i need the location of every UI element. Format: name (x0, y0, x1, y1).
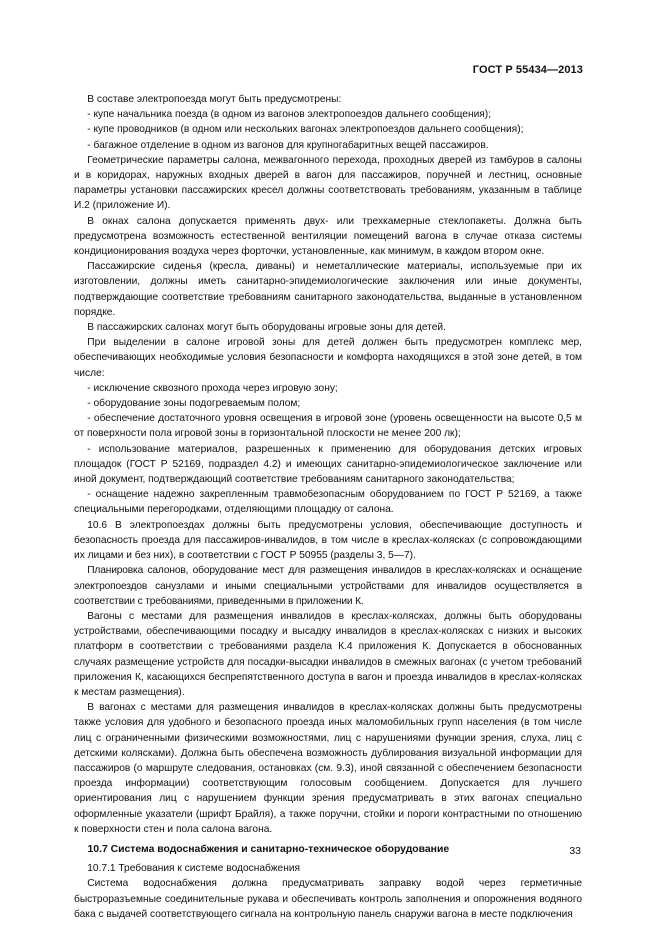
list-item: - оборудование зоны подогреваемым полом; (87, 398, 301, 410)
list-item: - оснащение надежно закрепленным травмобезопасным оборудованием по ГОСТ Р 52169, а также специальными перегородками, отделяющими площадку от салона. (74, 489, 582, 516)
paragraph: 10.6 В электропоездах должны быть предусмотрены условия, обеспечивающие доступность и безопасность проезда для пассажиров-инвалидов, в том числе в креслах-колясках (с сопровождающими их лицами и без них), в соответствии с ГОСТ Р 50955 (разделы 3, 5—7). (74, 519, 582, 562)
paragraph: Система водоснабжения должна предусматривать заправку водой через герметичные быстроразъемные соединительные рукава и обеспечивать контроль заполнения и опорожнения водяного бака с выдачей соответствующего сигнала на контрольную панель снаружи вагона в месте подключения (74, 878, 582, 920)
paragraph: Вагоны с местами для размещения инвалидов в креслах-колясках, должны быть оборудованы устройствами, обеспечивающими посадку и высадку инвалидов в креслах-колясках с низких и высоких платформ в соответствии с требованиями раздела К.4 приложения К. Допускается в обоснованных случаях размещение устройств для посадки-высадки инвалидов в смежных вагонах (с учетом требований приложения К, касающихся беспрепятственного доступа в вагон и проезда инвалидов в креслах-колясках к местам размещения). (74, 610, 582, 698)
list-item: - обеспечение достаточного уровня освещения в игровой зоне (уровень освещенности на высоте 0,5 м от поверхности пола игровой зоны в горизонтальной плоскости не менее 200 лк); (74, 413, 582, 440)
paragraph: Геометрические параметры салона, межвагонного перехода, проходных дверей из тамбуров в салоны и в коридорах, наружных входных дверей в вагон для пассажиров, поручней и лестниц, основные параметры установки пассажирских кресел должны соответствовать требованиям, указанным в таблице И.2 (приложение И). (74, 154, 582, 212)
list-item: - багажное отделение в одном из вагонов для крупногабаритных вещей пассажиров. (87, 139, 489, 151)
paragraph: Планировка салонов, оборудование мест для размещения инвалидов в креслах-колясках и оснащение электропоездов санузлами и иными специальными устройствами для инвалидов осуществляется в соответствии с требованиями, приведенными в приложении К. (74, 565, 582, 607)
paragraph: При выделении в салоне игровой зоны для детей должен быть предусмотрен комплекс мер, обеспечивающих необходимые условия безопасности и комфорта находящихся в этой зоне детей, в том числе: (74, 337, 582, 379)
section-heading: 10.7 Система водоснабжения и санитарно-техническое оборудование (87, 843, 450, 855)
paragraph: В окнах салона допускается применять двух- или трехкамерные стеклопакеты. Должна быть предусмотрена возможность естественной вентиляции помещений вагона в случае отказа системы кондиционирования воздуха через форточки, установленные, как минимум, в каждом втором окне. (74, 215, 582, 258)
list-item: - исключение сквозного прохода через игровую зону; (87, 382, 338, 394)
list-item: - купе проводников (в одном или нескольких вагонах электропоездов дальнего сообщения); (87, 124, 524, 136)
list-item: - купе начальника поезда (в одном из вагонов электропоездов дальнего сообщения); (87, 109, 492, 121)
paragraph: Пассажирские сиденья (кресла, диваны) и неметаллические материалы, используемые при их изготовлении, должны иметь санитарно-эпидемиологические заключения или иные документы, подтверждающие соответствие требованиям санитарного законодательства, выданные в установленном порядке. (74, 261, 582, 318)
document-header: ГОСТ Р 55434—2013 (472, 64, 583, 76)
list-item: - использование материалов, разрешенных к применению для оборудования детских игровых площадок (ГОСТ Р 52169, подраздел 4.2) и имеющих санитарно-эпидемиологическое заключение или иной документ, подтверждающий соответствие требованиям санитарного законодательства; (74, 443, 582, 486)
paragraph: В вагонах с местами для размещения инвалидов в креслах-колясках должны быть предусмотрены также условия для удобного и безопасного проезда иных маломобильных групп населения (в том числе лиц с ограниченными физическими возможностями, лиц с нарушениями функции зрения, слуха, лиц с детскими колясками). Должна быть обеспечена возможность дублирования визуальной информации для пассажиров (о маршруте следования, остановках (см. 9.3), иной связанной с обеспечением безопасности проезда информации) соответствующим голосовым сообщением. Допускается для лучшего ориентирования лиц с нарушением функции зрения предусматривать в этих вагонах специально оформленные указатели (шрифт Брайля), а также поручни, стойки и пороги контрастными по отношению к поверхности стен и пола салона вагона. (74, 702, 582, 835)
page-number: 33 (569, 845, 581, 857)
paragraph: В пассажирских салонах могут быть оборудованы игровые зоны для детей. (87, 322, 446, 334)
subsection-heading: 10.7.1 Требования к системе водоснабжения (87, 863, 301, 875)
document-body (74, 92, 582, 922)
paragraph: В составе электропоезда могут быть предусмотрены: (87, 94, 342, 105)
